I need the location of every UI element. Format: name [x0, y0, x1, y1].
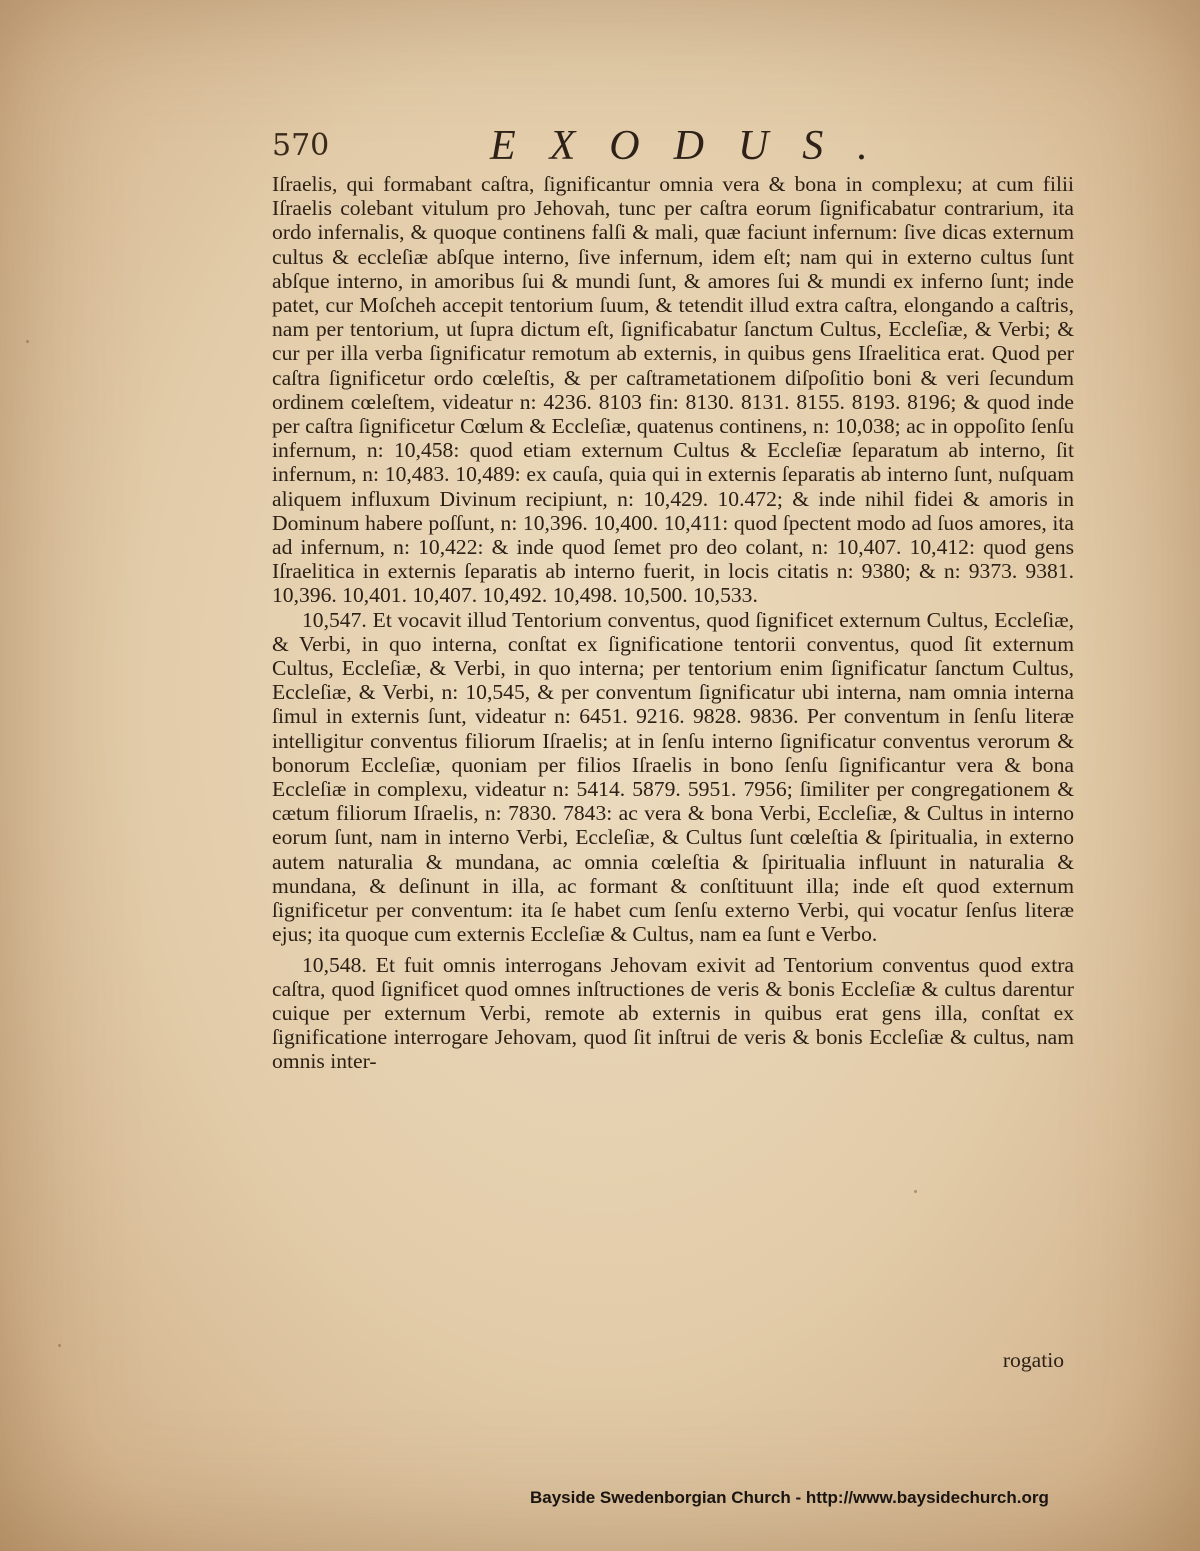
paragraph-10547: 10,547. Et vocavit illud Tentorium conventus, quod ſignificet externum Cultus, Eccleſiæ, & Verbi, in quo interna, conſtat ex ſignificatione tentorii conventus, quod ſit externum Cultus, Eccleſiæ, & Verbi, in quo interna; per tentorium enim ſignificatur ſanctum Cultus, Eccleſiæ, & Verbi, n: 10,545, & per conventum ſignificatur ubi interna, nam omnia interna ſimul in externis ſunt, videatur n: 6451. 9216. 9828. 9836. Per conventum in ſenſu literæ intelligitur conventus filiorum Iſraelis; at in ſenſu interno ſignificatur conventus verorum & bonorum Eccleſiæ, quoniam per filios Iſraelis in bono ſenſu ſignificantur vera & bona Eccleſiæ in complexu, videatur n: 5414. 5879. 5951. 7956; ſimiliter per congregationem & cætum filiorum Iſraelis, n: 7830. 7843: ac vera & bona Verbi, Eccleſiæ, & Cultus in interno eorum ſunt, nam in interno Verbi, Eccleſiæ, & Cultus ſunt cœleſtia & ſpiritualia, in externo autem naturalia & mundana, ac omnia cœleſtia & ſpiritualia influunt in naturalia & mundana, & deſinunt in illa, ac formant & conſtituunt illa; inde eſt quod externum ſignificetur per conventum: ita ſe habet cum ſenſu externo Verbi, qui vocatur ſenſus literæ ejus; ita quoque cum externis Eccleſiæ & Cultus, nam ea ſunt e Verbo. [272, 607, 1074, 947]
paper-speck [914, 1190, 917, 1193]
paper-speck [26, 340, 29, 343]
paragraph-continuation: Iſraelis, qui formabant caſtra, ſignificantur omnia vera & bona in complexu; at cum filii Iſraelis colebant vitulum pro Jehovah, tunc per caſtra eorum ſignificabatur contrarium, ita ordo infernalis, & quoque continens falſi & mali, quæ faciunt infernum: ſive dicas externum cultus & eccleſiæ abſque interno, ſive infernum, idem eſt; nam qui in externo cultus ſunt abſque interno, in amoribus ſui & mundi ſunt, & amores ſui & mundi ex inferno ſunt; inde patet, cur Moſcheh accepit tentorium ſuum, & tetendit illud extra caſtra, elongando a caſtris, nam per tentorium, ut ſupra dictum eſt, ſignificabatur ſanctum Cultus, Eccleſiæ, & Verbi; & cur per illa verba ſignificatur remotum ab externis, in quibus gens Iſraelitica erat. Quod per caſtra ſignificetur ordo cœleſtis, & per caſtrametationem diſpoſitio boni & veri ſecundum ordinem cœleſtem, videatur n: 4236. 8103 fin: 8130. 8131. 8155. 8193. 8196; & quod inde per caſtra ſignificetur Cœlum & Eccleſiæ, quatenus continens, n: 10,038; ac in oppoſito ſenſu infernum, n: 10,458: quod etiam externum Cultus & Eccleſiæ ſeparatum ab interno, ſit infernum, n: 10,483. 10,489: ex cauſa, quia qui in externis ſeparatis ab interno ſunt, nuſquam aliquem influxum Divinum recipiunt, n: 10,429. 10.472; & inde nihil fidei & amoris in Dominum habere poſſunt, n: 10,396. 10,400. 10,411: quod ſpectent modo ad ſuos amores, ita ad infernum, n: 10,422: & inde quod ſemet pro deo colant, n: 10,407. 10,412: quod gens Iſraelitica in externis ſeparatis ab interno fuerit, in locis citatis n: 9380; & n: 9373. 9381. 10,396. 10,401. 10,407. 10,492. 10,498. 10,500. 10,533. [272, 172, 1074, 608]
paper-speck [58, 1344, 61, 1347]
running-title: EXODUS. [490, 123, 902, 169]
catchword: rogatio [1002, 1348, 1064, 1372]
footer-credit: Bayside Swedenborgian Church - http://www.baysidechurch.org [530, 1488, 1049, 1507]
page-header [272, 122, 1092, 170]
paragraph-10548: 10,548. Et fuit omnis interrogans Jehovam exivit ad Tentorium conventus quod extra caſtra, quod ſignificet quod omnes inſtructiones de veris & bonis Eccleſiæ & cultus darentur cuique per externum Verbi, remote ab externis in quibus erat gens illa, conſtat ex ſignificatione interrogare Jehovam, quod ſit inſtrui de veris & bonis Eccleſiæ & cultus, nam omnis inter- [272, 952, 1074, 1074]
body-text [272, 172, 1074, 1074]
page-number: 570 [272, 128, 330, 163]
